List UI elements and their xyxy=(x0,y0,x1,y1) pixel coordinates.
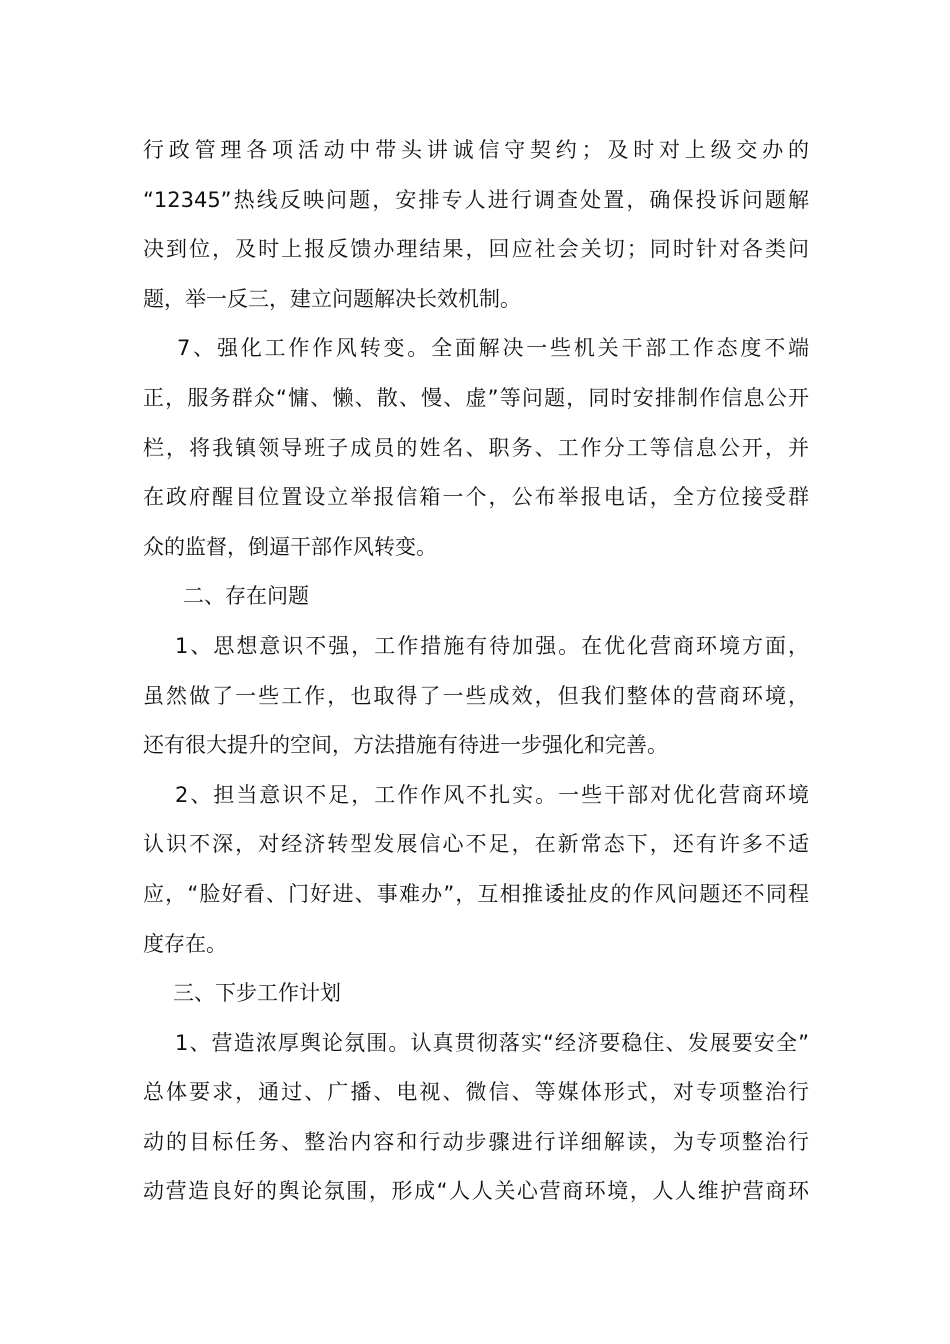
paragraph-first-line: 1、营造浓厚舆论氛围。认真贯彻落实“经济要稳住、发展要安全” xyxy=(175,1030,809,1055)
body-line: 度存在。 xyxy=(143,931,227,956)
body-line: 行政管理各项活动中带头讲诚信守契约；及时对上级交办的 xyxy=(143,138,809,162)
body-line: 众的监督，倒逼干部作风转变。 xyxy=(143,534,437,559)
body-line: 动的目标任务、整治内容和行动步骤进行详细解读，为专项整治行 xyxy=(143,1129,809,1154)
section-heading: 三、下步工作计划 xyxy=(173,981,341,1006)
body-line: 决到位，及时上报反馈办理结果，回应社会关切；同时针对各类问 xyxy=(143,237,809,262)
body-line: 题，举一反三，建立问题解决长效机制。 xyxy=(143,286,521,311)
paragraph-first-line: 7、强化工作作风转变。全面解决一些机关干部工作态度不端 xyxy=(177,336,809,361)
document-body xyxy=(143,126,809,1217)
paragraph-first-line: 1、思想意识不强，工作措施有待加强。在优化营商环境方面， xyxy=(175,633,809,658)
body-line: 栏，将我镇领导班子成员的姓名、职务、工作分工等信息公开，并 xyxy=(143,435,809,460)
body-line: 在政府醒目位置设立举报信箱一个，公布举报电话，全方位接受群 xyxy=(143,485,809,510)
body-line: 还有很大提升的空间，方法措施有待进一步强化和完善。 xyxy=(143,733,668,758)
body-line: 总体要求，通过、广播、电视、微信、等媒体形式，对专项整治行 xyxy=(143,1080,809,1105)
body-line: 应，“脸好看、门好进、事难办”，互相推诿扯皮的作风问题还不同程 xyxy=(143,881,809,906)
body-line: 正，服务群众“慵、懒、散、慢、虚”等问题，同时安排制作信息公开 xyxy=(143,385,809,410)
body-line: 动营造良好的舆论氛围，形成“人人关心营商环境，人人维护营商环 xyxy=(143,1179,809,1204)
section-heading: 二、存在问题 xyxy=(183,584,309,609)
body-line: “12345”热线反映问题，安排专人进行调查处置，确保投诉问题解 xyxy=(143,187,809,212)
body-line: 虽然做了一些工作，也取得了一些成效，但我们整体的营商环境， xyxy=(143,683,809,708)
body-line: 认识不深，对经济转型发展信心不足，在新常态下，还有许多不适 xyxy=(143,832,809,857)
paragraph-first-line: 2、担当意识不足，工作作风不扎实。一些干部对优化营商环境 xyxy=(175,782,809,807)
